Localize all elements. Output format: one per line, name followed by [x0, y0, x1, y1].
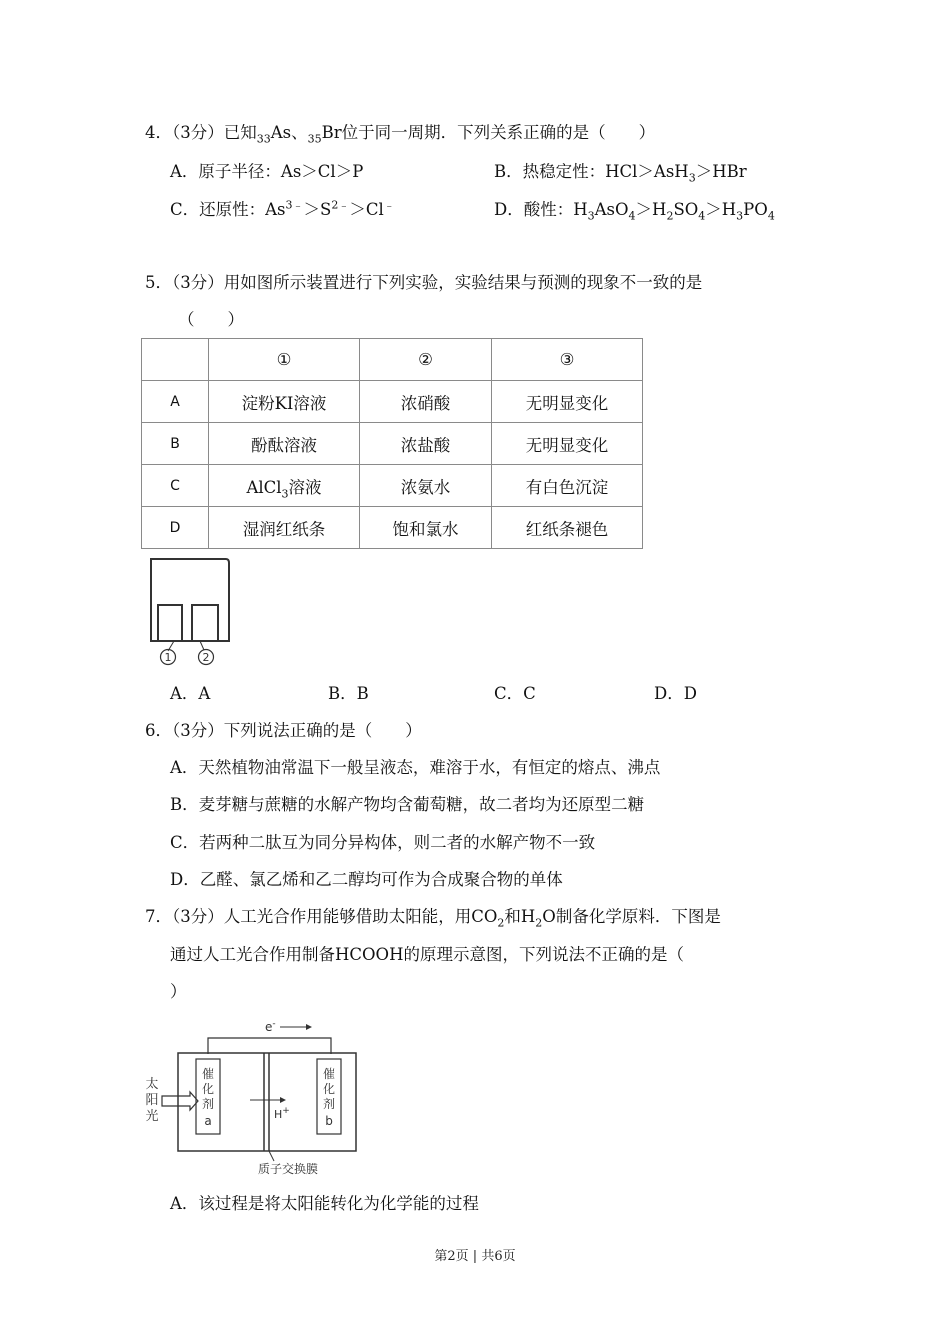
table-cell: 淀粉KI溶液 [209, 381, 360, 423]
q7-option-a: A．该过程是将太阳能转化为化学能的过程 [170, 1194, 479, 1213]
q6-option-d: D．乙醛、氯乙烯和乙二醇均可作为合成聚合物的单体 [170, 870, 563, 889]
catalyst-a-char-4: a [204, 1114, 212, 1128]
q5-option-a: A．A [170, 684, 211, 703]
catalyst-b-char-3: 剂 [322, 1097, 336, 1111]
q7-cell-diagram [140, 1018, 365, 1178]
proton-label: H+ [274, 1106, 290, 1121]
table-cell: A [142, 381, 209, 423]
q6-option-c: C．若两种二肽互为同分异构体，则二者的水解产物不一致 [170, 833, 596, 852]
q5-table [141, 338, 643, 549]
table-row [142, 423, 643, 465]
table-cell: 有白色沉淀 [492, 465, 643, 507]
table-cell: 湿润红纸条 [209, 507, 360, 549]
external-wire [208, 1038, 331, 1054]
catalyst-a-char-1: 催 [201, 1067, 215, 1081]
q6-option-a: A．天然植物油常温下一般呈液态，难溶于水，有恒定的熔点、沸点 [170, 758, 661, 777]
table-cell: 无明显变化 [492, 381, 643, 423]
catalyst-a-char-3: 剂 [201, 1097, 215, 1111]
catalyst-b-char-1: 催 [322, 1067, 336, 1081]
table-header-cell: ① [209, 339, 360, 381]
q4-option-a: A．原子半径：As＞Cl＞P [170, 162, 364, 181]
membrane-label: 质子交换膜 [258, 1162, 319, 1176]
q4-stem: 4．（3分）已知$_{33}$As、$_{35}$Br位于同一周期．下列关系正确的是（ ） [145, 123, 656, 146]
q4-option-c: C．还原性：$As^{3﹣}>S^{2﹣}>Cl^﹣$ [170, 198, 395, 219]
q6-option-b: B．麦芽糖与蔗糖的水解产物均含葡萄糖，故二者均为还原型二糖 [170, 795, 645, 814]
table-row [142, 507, 643, 549]
table-header-row [142, 339, 643, 381]
sunlight-arrow [162, 1092, 198, 1110]
q6-stem: 6．（3分）下列说法正确的是（ ） [145, 721, 422, 740]
electron-label: e- [265, 1019, 276, 1034]
table-cell: 饱和氯水 [360, 507, 492, 549]
q7-stem-line-2: 通过人工光合作用制备HCOOH的原理示意图，下列说法不正确的是（ [170, 945, 684, 964]
table-header-cell: ③ [492, 339, 643, 381]
sunlight-char-1: 太 [145, 1077, 159, 1092]
electron-arrowhead [306, 1024, 312, 1030]
table-cell: 浓硝酸 [360, 381, 492, 423]
q7-stem-line-3: ） [170, 982, 187, 1001]
table-cell: AlCl$_3$溶液 [209, 465, 360, 507]
label-1-text: 1 [164, 651, 172, 664]
table-cell: 浓氨水 [360, 465, 492, 507]
q5-answer-paren: （ ） [178, 310, 244, 329]
q5-stem: 5．（3分）用如图所示装置进行下列实验，实验结果与预测的现象不一致的是 [145, 273, 703, 292]
catalyst-a-char-2: 化 [201, 1082, 215, 1096]
q7-stem: 7．（3分）人工光合作用能够借助太阳能，用$CO_2$和$H_2O$制备化学原料．下图是 [145, 907, 721, 930]
q5-option-b: B．B [328, 684, 369, 703]
table-cell: 无明显变化 [492, 423, 643, 465]
membrane-pointer [269, 1151, 274, 1161]
sunlight-char-2: 阳 [145, 1093, 159, 1108]
pointer-line-2 [200, 641, 204, 650]
beaker-2 [192, 605, 218, 641]
q5-apparatus-figure [140, 555, 240, 670]
label-2-text: 2 [202, 651, 210, 664]
table-cell: 红纸条褪色 [492, 507, 643, 549]
table-header-cell [142, 339, 209, 381]
table-header-cell: ② [360, 339, 492, 381]
table-cell: D [142, 507, 209, 549]
table-cell: 浓盐酸 [360, 423, 492, 465]
catalyst-b-char-2: 化 [322, 1082, 336, 1096]
q5-option-d: D．D [654, 684, 697, 703]
table-cell: C [142, 465, 209, 507]
table-cell: 酚酞溶液 [209, 423, 360, 465]
table-row [142, 381, 643, 423]
page-footer: 第2页 | 共6页 [434, 1249, 516, 1264]
sunlight-char-3: 光 [145, 1109, 159, 1124]
table-cell: B [142, 423, 209, 465]
proton-arrowhead [280, 1097, 286, 1103]
q4-option-d: D．酸性：$H_3AsO_4>H_2SO_4>H_3PO_4$ [494, 200, 775, 223]
beaker-1 [158, 605, 182, 641]
table-row [142, 465, 643, 507]
q5-option-c: C．C [494, 684, 536, 703]
catalyst-b-char-4: b [325, 1114, 333, 1128]
q4-option-b: B．热稳定性：HCl＞AsH$_3$＞HBr [494, 162, 747, 185]
